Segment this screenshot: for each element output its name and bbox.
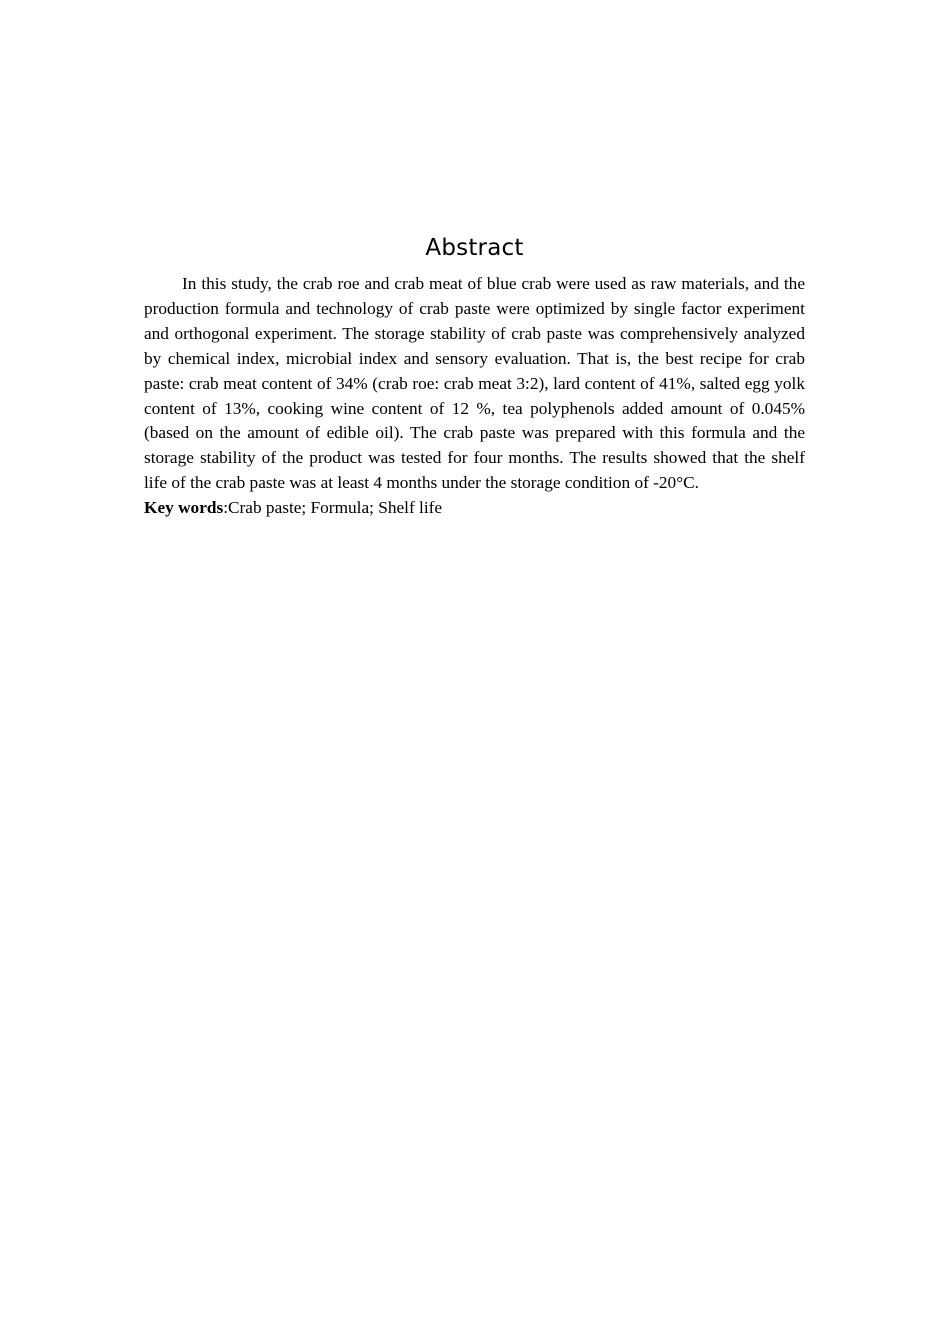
keywords-separator: :	[223, 498, 229, 518]
abstract-body: In this study, the crab roe and crab meat of blue crab were used as raw materials, and the production formula and technology of crab paste were optimized by single factor experiment and orthogonal experiment. The storage stability of crab paste was comprehensively analyzed by chemical index, microbial index and sensory evaluation. That is, the best recipe for crab paste: crab meat content of 34% (crab roe: crab meat 3:2), lard content of 41%, salted egg yolk content of 13%, cooking wine content of 12 %, tea polyphenols added amount of 0.045% (based on the amount of edible oil). The crab paste was prepared with this formula and the storage stability of the product was tested for four months. The results showed that the shelf life of the crab paste was at least 4 months under the storage condition of -20°C.	[144, 274, 805, 493]
abstract-section	[144, 232, 805, 521]
keywords-label: Key words	[144, 498, 224, 518]
keywords-list: Crab paste; Formula; Shelf life	[228, 498, 443, 518]
keywords-line	[144, 496, 805, 521]
abstract-title: Abstract	[425, 235, 524, 261]
